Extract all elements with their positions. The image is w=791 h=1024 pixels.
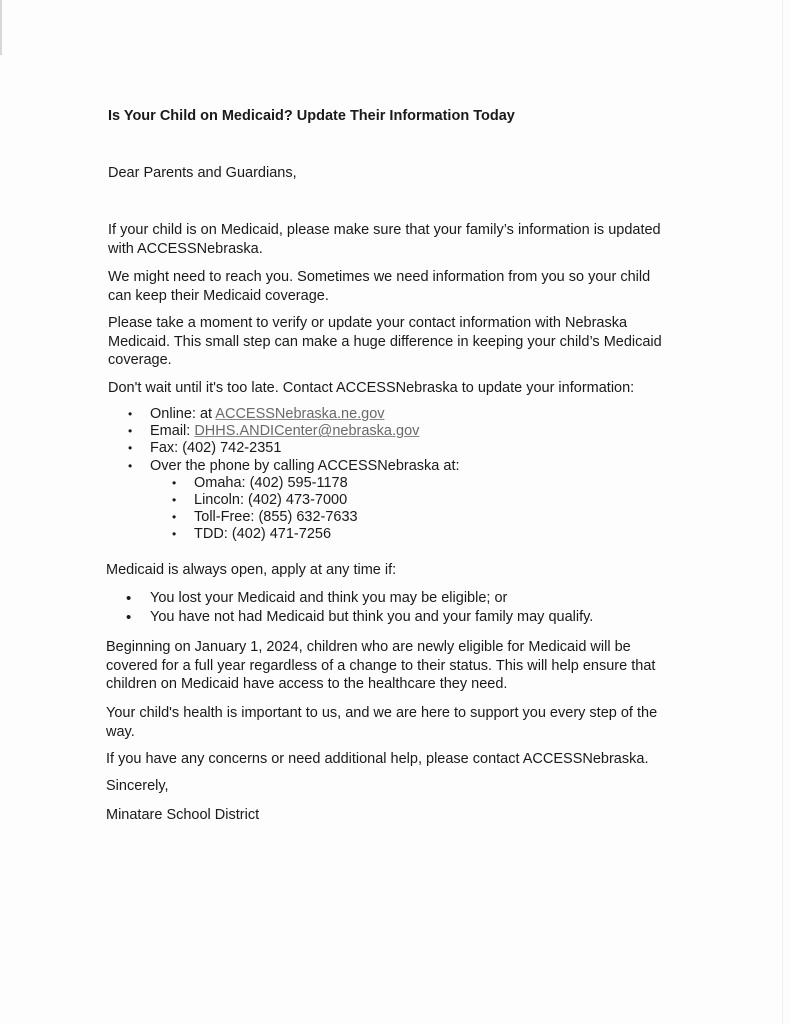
accessnebraska-link[interactable]: ACCESSNebraska.ne.gov — [215, 406, 385, 422]
paragraph-dont-wait: Don't wait until it's too late. Contact ACCESSNebraska to update your information: — [108, 380, 635, 396]
eligibility-list — [126, 589, 593, 627]
paragraph-concerns: If you have any concerns or need additional help, please contact ACCESSNebraska. — [106, 751, 649, 767]
paragraph-health-important: Your child's health is important to us, and we are here to support you every step of the way. — [106, 705, 658, 740]
phone-intro: Over the phone by calling ACCESSNebraska at: — [150, 457, 460, 474]
email-label: Email: — [150, 423, 195, 440]
phone-numbers-list — [172, 475, 460, 544]
contact-online-item — [128, 406, 460, 423]
scan-edge-right — [782, 0, 783, 1024]
phone-toll-free: • Toll-Free: (855) 632-7633 — [172, 509, 460, 526]
letter-title: Is Your Child on Medicaid? Update Their Information Today — [108, 108, 515, 124]
online-label: Online: at — [150, 406, 216, 422]
paragraph-always-open: Medicaid is always open, apply at any time if: — [106, 562, 397, 578]
scan-edge-left — [0, 0, 2, 55]
paragraph-verify: Please take a moment to verify or update your contact information with Nebraska Medicaid. This small step can make a huge difference in keeping your child’s Medicaid coverage. — [108, 315, 662, 368]
signature: Minatare School District — [106, 807, 260, 823]
eligibility-item: • You lost your Medicaid and think you may be eligible; or — [126, 589, 593, 608]
paragraph-reach-you: We might need to reach you. Sometimes we need information from you so your child can keep their Medicaid coverage. — [108, 269, 651, 304]
closing: Sincerely, — [106, 778, 169, 794]
paragraph-january-2024: Beginning on January 1, 2024, children who are newly eligible for Medicaid will be covered for a full year regardless of a change to their status. This will help ensure that children on Medicaid have access to the healthcare they need. — [106, 639, 656, 692]
phone-tdd: • TDD: (402) 471-7256 — [172, 526, 460, 543]
greeting: Dear Parents and Guardians, — [108, 165, 297, 181]
eligibility-item: • You have not had Medicaid but think you and your family may qualify. — [126, 608, 593, 627]
email-link[interactable]: DHHS.ANDICenter@nebraska.gov — [194, 423, 420, 440]
contact-phone-item — [128, 458, 460, 544]
phone-lincoln: • Lincoln: (402) 473-7000 — [172, 492, 460, 509]
phone-omaha: • Omaha: (402) 595-1178 — [172, 475, 460, 492]
contact-methods-list — [128, 406, 460, 544]
paragraph-update-info: If your child is on Medicaid, please make sure that your family’s information is updated with ACCESSNebraska. — [108, 222, 661, 257]
contact-email-item — [128, 423, 460, 440]
contact-fax-item: • Fax: (402) 742-2351 — [128, 440, 460, 457]
